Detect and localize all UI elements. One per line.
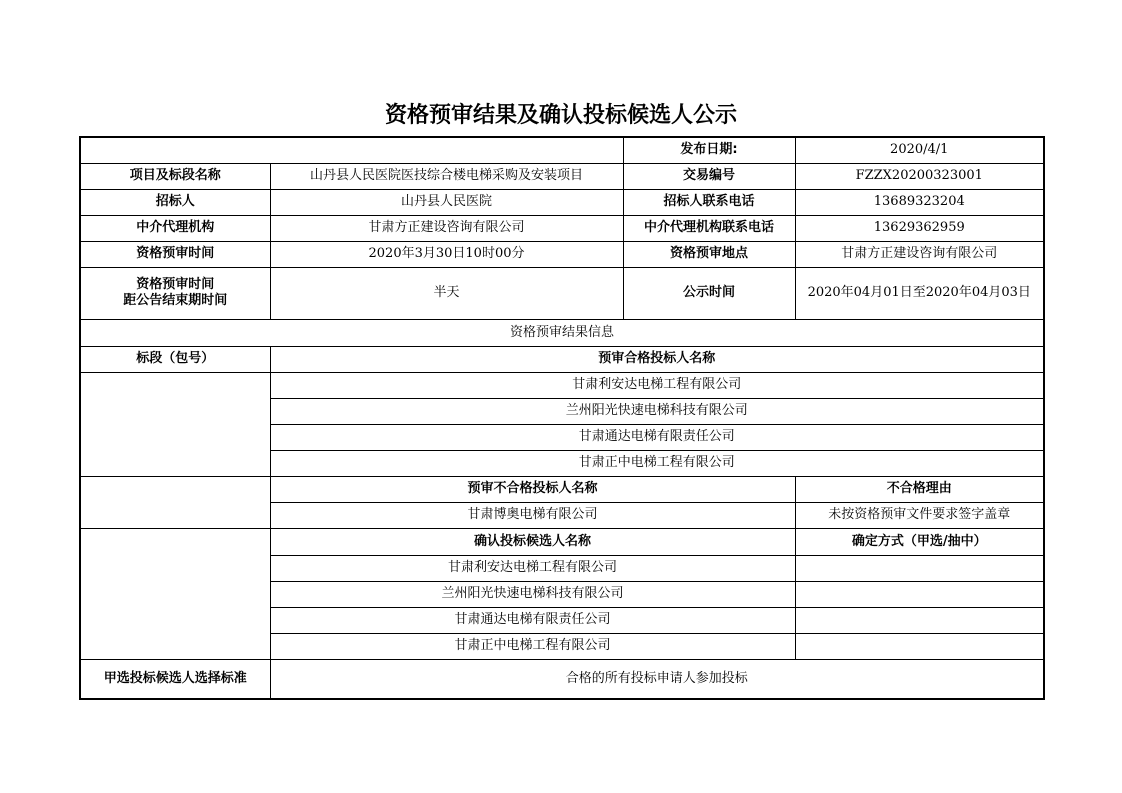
candidates-header: 确认投标候选人名称 bbox=[270, 528, 795, 555]
agency-label: 中介代理机构 bbox=[80, 215, 270, 241]
candidate-name: 甘肃利安达电梯工程有限公司 bbox=[270, 555, 795, 581]
candidate-method bbox=[795, 633, 1044, 659]
section-cell bbox=[80, 528, 270, 659]
tenderee-label: 招标人 bbox=[80, 189, 270, 215]
qualified-header-row bbox=[80, 346, 1044, 372]
blank-cell bbox=[80, 137, 623, 163]
qualified-name: 甘肃正中电梯工程有限公司 bbox=[270, 450, 1044, 476]
candidate-name: 甘肃通达电梯有限责任公司 bbox=[270, 607, 795, 633]
tenderee-phone-value: 13689323204 bbox=[795, 189, 1044, 215]
tenderee-value: 山丹县人民医院 bbox=[270, 189, 623, 215]
qualified-name: 甘肃利安达电梯工程有限公司 bbox=[270, 372, 1044, 398]
qualified-name: 兰州阳光快速电梯科技有限公司 bbox=[270, 398, 1044, 424]
candidate-method bbox=[795, 581, 1044, 607]
agency-phone-value: 13629362959 bbox=[795, 215, 1044, 241]
agency-phone-label: 中介代理机构联系电话 bbox=[623, 215, 795, 241]
candidate-method bbox=[795, 607, 1044, 633]
publish-date-label: 发布日期: bbox=[623, 137, 795, 163]
section-cell bbox=[80, 372, 270, 476]
agency-row bbox=[80, 215, 1044, 241]
tenderee-phone-label: 招标人联系电话 bbox=[623, 189, 795, 215]
notice-period-label: 公示时间 bbox=[623, 267, 795, 319]
prequal-time-row bbox=[80, 241, 1044, 267]
unqualified-header-row bbox=[80, 476, 1044, 502]
page-title: 资格预审结果及确认投标候选人公示 bbox=[384, 103, 737, 128]
unqualified-reason-header: 不合格理由 bbox=[795, 476, 1044, 502]
qualified-name: 甘肃通达电梯有限责任公司 bbox=[270, 424, 1044, 450]
prequal-time-value: 2020年3月30日10时00分 bbox=[270, 241, 623, 267]
prequal-time-label: 资格预审时间 bbox=[80, 241, 270, 267]
interval-label-line2: 距公告结束期时间 bbox=[123, 293, 228, 308]
qualified-header: 预审合格投标人名称 bbox=[270, 346, 1044, 372]
criteria-label: 甲选投标候选人选择标准 bbox=[80, 659, 270, 699]
notice-period-value: 2020年04月01日至2020年04月03日 bbox=[795, 267, 1044, 319]
result-section-row bbox=[80, 319, 1044, 346]
project-value: 山丹县人民医院医技综合楼电梯采购及安装项目 bbox=[270, 163, 623, 189]
unqualified-reason: 未按资格预审文件要求签字盖章 bbox=[795, 502, 1044, 528]
prequal-place-value: 甘肃方正建设咨询有限公司 bbox=[795, 241, 1044, 267]
interval-row bbox=[80, 267, 1044, 319]
candidate-name: 兰州阳光快速电梯科技有限公司 bbox=[270, 581, 795, 607]
agency-value: 甘肃方正建设咨询有限公司 bbox=[270, 215, 623, 241]
candidates-header-row bbox=[80, 528, 1044, 555]
section-column-header: 标段（包号） bbox=[80, 346, 270, 372]
notice-table bbox=[79, 136, 1045, 700]
project-label: 项目及标段名称 bbox=[80, 163, 270, 189]
project-row bbox=[80, 163, 1044, 189]
interval-label bbox=[80, 267, 270, 319]
candidate-method bbox=[795, 555, 1044, 581]
candidate-name: 甘肃正中电梯工程有限公司 bbox=[270, 633, 795, 659]
section-cell bbox=[80, 476, 270, 528]
trade-no-value: FZZX20200323001 bbox=[795, 163, 1044, 189]
unqualified-name: 甘肃博奥电梯有限公司 bbox=[270, 502, 795, 528]
candidates-method-header: 确定方式（甲选/抽中） bbox=[795, 528, 1044, 555]
interval-value: 半天 bbox=[270, 267, 623, 319]
result-section-title: 资格预审结果信息 bbox=[80, 319, 1044, 346]
criteria-row bbox=[80, 659, 1044, 699]
qualified-row bbox=[80, 372, 1044, 398]
tenderee-row bbox=[80, 189, 1044, 215]
criteria-value: 合格的所有投标申请人参加投标 bbox=[270, 659, 1044, 699]
interval-label-line1: 资格预审时间 bbox=[136, 277, 215, 292]
trade-no-label: 交易编号 bbox=[623, 163, 795, 189]
unqualified-header: 预审不合格投标人名称 bbox=[270, 476, 795, 502]
publish-date-value: 2020/4/1 bbox=[795, 137, 1044, 163]
prequal-place-label: 资格预审地点 bbox=[623, 241, 795, 267]
publish-row bbox=[80, 137, 1044, 163]
